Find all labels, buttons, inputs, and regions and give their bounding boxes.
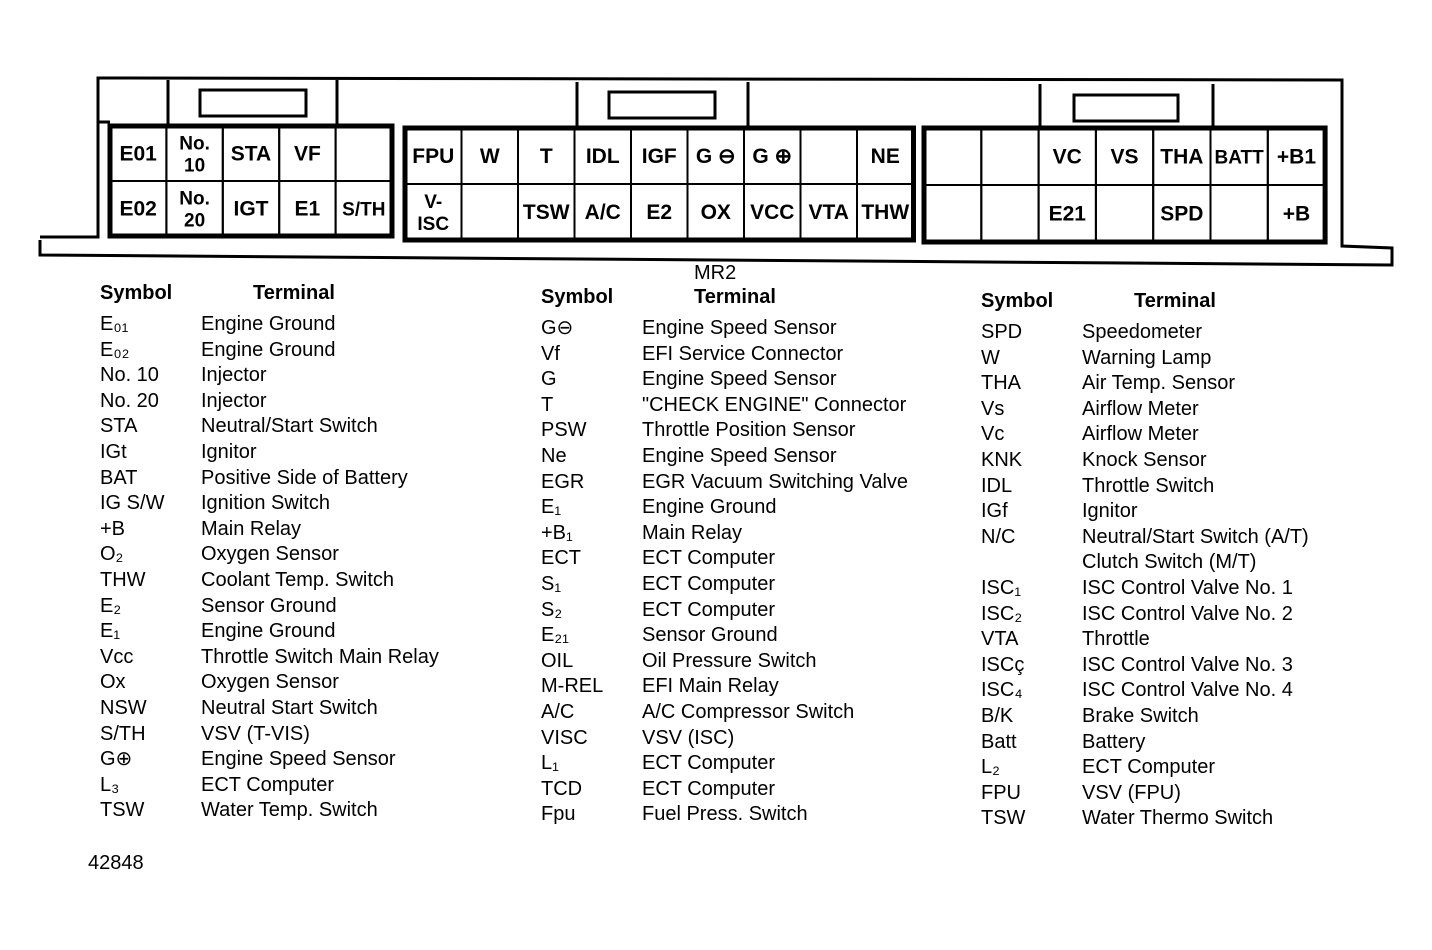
legend-terminal: ECT Computer [1082, 756, 1216, 779]
terminal-label: VTA [808, 201, 849, 224]
terminal-cell [462, 184, 519, 240]
terminal-label: +B [1282, 202, 1311, 226]
legend-terminal: Knock Sensor [1082, 449, 1207, 471]
terminal-label: T [539, 145, 553, 168]
legend-symbol: ISC₂ [981, 602, 1023, 625]
terminal-label: G ⊖ [695, 145, 736, 168]
terminal-label: OX [700, 201, 731, 224]
terminal-label: S/TH [342, 199, 386, 221]
terminal-label: TSW [522, 201, 570, 224]
legend-terminal: Ignitor [201, 441, 257, 463]
legend-terminal: Injector [201, 389, 267, 412]
legend-terminal: Warning Lamp [1082, 346, 1212, 369]
terminal-label: No. 20 [179, 188, 210, 232]
legend-symbol: E₀₁ [100, 313, 129, 335]
legend-symbol: E₁ [541, 496, 562, 519]
legend-terminal: ECT Computer [642, 547, 776, 570]
legend-symbol: L₃ [100, 773, 120, 796]
legend-terminal: Engine Ground [201, 338, 336, 361]
legend-terminal: Throttle Switch [1082, 474, 1215, 497]
legend-terminal: Throttle Switch Main Relay [201, 645, 439, 668]
legend-symbol: S₂ [541, 598, 563, 621]
terminal-header: Terminal [253, 282, 335, 304]
legend-symbol: Ne [541, 445, 567, 467]
legend-terminal: Sensor Ground [201, 594, 337, 617]
legend-terminal: Speedometer [1082, 321, 1203, 343]
legend-symbol: BAT [100, 466, 138, 489]
legend-symbol: ISCç [981, 653, 1025, 676]
terminal-label: E2 [646, 201, 673, 224]
legend-symbol: Vs [981, 397, 1005, 420]
terminal-blocks [110, 126, 1325, 242]
legend-terminal: EFI Service Connector [642, 342, 844, 365]
legend-symbol: S/TH [100, 722, 146, 745]
legend-symbol: A/C [541, 701, 575, 723]
middle-block [405, 128, 914, 240]
terminal-label: VF [293, 142, 321, 166]
legend-symbol: Batt [981, 730, 1017, 753]
terminal-label: A/C [584, 201, 621, 224]
legend-symbol: TSW [100, 799, 145, 822]
left-block [110, 126, 392, 236]
legend-terminal: Brake Switch [1082, 705, 1199, 727]
legend-symbol: E₂ [100, 594, 122, 617]
legend-terminal: Injector [201, 364, 267, 387]
legend-symbol: E₁ [100, 620, 121, 643]
figure-number: 42848 [88, 852, 144, 874]
legend-symbol: T [541, 393, 554, 416]
legend-symbol: PSW [541, 419, 587, 442]
terminal-label: IGF [641, 145, 677, 168]
legend-terminal: Fuel Press. Switch [642, 803, 808, 826]
legend-terminal: Airflow Meter [1082, 397, 1199, 420]
legend-symbol: OIL [541, 649, 574, 672]
legend-terminal: A/C Compressor Switch [642, 701, 855, 723]
terminal-label: NE [870, 145, 900, 168]
legend-terminal: ISC Control Valve No. 3 [1082, 653, 1293, 676]
legend-symbol: IGt [100, 441, 127, 463]
legend-symbol: O₂ [100, 543, 124, 566]
terminal-label: BATT [1214, 147, 1264, 169]
legend-terminal: ECT Computer [642, 573, 776, 595]
legend-terminal: Sensor Ground [642, 624, 778, 647]
legend-symbol: SPD [981, 321, 1023, 343]
legend-symbol: No. 10 [100, 364, 159, 387]
legend-terminal: Positive Side of Battery [201, 466, 408, 489]
terminal-label: SPD [1160, 202, 1204, 226]
terminal-label: STA [230, 142, 272, 166]
legend-terminal: Ignition Switch [201, 492, 330, 515]
latch-windows [200, 90, 1178, 121]
legend-symbol: E₀₂ [100, 338, 130, 361]
legend-terminal: Throttle [1082, 628, 1150, 651]
legend-symbol: TCD [541, 777, 583, 800]
legend-symbol: N/C [981, 525, 1016, 548]
legend-terminal: ECT Computer [642, 752, 776, 775]
legend-terminal: ISC Control Valve No. 2 [1082, 602, 1293, 625]
legend-terminal: Clutch Switch (M/T) [1082, 551, 1257, 574]
terminal-cell [336, 126, 392, 181]
terminal-label: VCC [750, 201, 795, 224]
terminal-label: VS [1110, 145, 1139, 169]
legend-symbol: STA [100, 415, 138, 438]
legend-terminal: Water Thermo Switch [1082, 807, 1274, 830]
legend-terminal: EFI Main Relay [642, 675, 779, 698]
legend-terminal: Engine Ground [201, 313, 336, 335]
legend-terminal: VSV (FPU) [1082, 781, 1181, 804]
legend-symbol: IDL [981, 474, 1013, 497]
legend-symbol: ISC₁ [981, 577, 1022, 599]
legend-symbol: G⊕ [100, 748, 133, 771]
legend-symbol: THA [981, 372, 1021, 395]
legend-terminal: Airflow Meter [1082, 423, 1199, 446]
terminal-label: +B1 [1276, 145, 1317, 169]
legend-terminal: Engine Speed Sensor [201, 748, 396, 771]
terminal-cell [924, 128, 981, 185]
legend-terminal: Neutral Start Switch [201, 697, 378, 719]
legend-terminal: Engine Speed Sensor [642, 368, 837, 391]
legend-terminal: ECT Computer [642, 777, 776, 800]
legend-symbol: No. 20 [100, 389, 159, 412]
terminal-label: IDL [585, 145, 620, 168]
terminal-label: E1 [294, 197, 321, 221]
legend-terminal: "CHECK ENGINE" Connector [642, 393, 907, 416]
terminal-label: THA [1160, 145, 1204, 169]
legend-symbol: Vc [981, 423, 1005, 446]
terminal-label: E02 [119, 197, 157, 221]
legend-terminal: Engine Speed Sensor [642, 445, 837, 467]
legend-terminal: Main Relay [642, 521, 743, 544]
legend-symbol: Vcc [100, 645, 134, 668]
legend-symbol: EGR [541, 470, 585, 493]
legend-symbol: W [981, 346, 1000, 369]
terminal-header: Terminal [694, 286, 776, 308]
terminal-label: IGT [233, 197, 269, 221]
terminal-cell [1096, 185, 1153, 242]
terminal-label: No. 10 [179, 133, 210, 177]
legend-symbol: THW [100, 569, 146, 591]
terminal-cell [981, 128, 1038, 185]
legend-terminal: Oxygen Sensor [201, 671, 339, 694]
terminal-cell [801, 128, 858, 184]
terminal-cell [981, 185, 1038, 242]
legend-terminal: Water Temp. Switch [201, 799, 378, 822]
legend-symbol: IGf [981, 500, 1008, 523]
terminal-label: VC [1052, 145, 1082, 169]
legend-symbol: Fpu [541, 803, 576, 826]
terminal-header: Terminal [1134, 290, 1216, 312]
legend-symbol: Ox [100, 671, 126, 694]
legend-symbol: B/K [981, 705, 1014, 727]
terminal-label: E01 [119, 142, 157, 166]
legend-symbol: G [541, 368, 557, 391]
symbol-header: Symbol [981, 290, 1054, 312]
terminal-label: FPU [412, 145, 455, 168]
legend-terminal: VSV (T-VIS) [201, 722, 310, 745]
legend-terminal: Oil Pressure Switch [642, 649, 817, 672]
legend-symbol: VTA [981, 628, 1019, 651]
legend-symbol: VISC [541, 726, 588, 749]
terminal-cell [924, 185, 981, 242]
legend-terminal: Ignitor [1082, 500, 1138, 523]
legend-terminal: Main Relay [201, 517, 302, 540]
right-block [924, 128, 1325, 242]
legend-symbol: L₂ [981, 756, 1000, 779]
terminal-label: G ⊕ [752, 145, 793, 168]
legend-symbol: FPU [981, 781, 1021, 804]
legend-terminal: Neutral/Start Switch (A/T) [1082, 525, 1309, 548]
legend-terminal: Throttle Position Sensor [642, 419, 856, 442]
terminal-cell [1211, 185, 1268, 242]
legend-terminal: Neutral/Start Switch [201, 415, 378, 438]
legend-symbol: +B [100, 517, 126, 540]
terminal-label: V-ISC [417, 192, 450, 235]
legend-terminal: Engine Ground [201, 620, 336, 643]
legend-terminal: ISC Control Valve No. 4 [1082, 679, 1293, 702]
legend-terminal: Engine Speed Sensor [642, 317, 837, 339]
terminal-label: W [479, 145, 500, 168]
legend-symbol: Vf [541, 342, 560, 365]
legend-symbol: KNK [981, 449, 1023, 471]
terminal-label: THW [861, 201, 910, 224]
legend-terminal: ECT Computer [642, 598, 776, 621]
legend-symbol: +B₁ [541, 521, 573, 544]
legend-symbol: S₁ [541, 573, 562, 595]
legend-symbol: TSW [981, 807, 1026, 830]
legend-symbol: M-REL [541, 675, 604, 698]
ecu-connector-diagram [0, 0, 1432, 270]
legend-symbol: IG S/W [100, 492, 165, 515]
legend-terminal: VSV (ISC) [642, 726, 735, 749]
legend-symbol: L₁ [541, 752, 559, 775]
legend-symbol: ECT [541, 547, 581, 570]
legend-symbol: ISC₄ [981, 679, 1023, 702]
legend-symbol: E₂₁ [541, 624, 569, 647]
legend-terminal: ECT Computer [201, 773, 335, 796]
legend-terminal: EGR Vacuum Switching Valve [642, 470, 909, 493]
legend-terminal: Engine Ground [642, 496, 777, 519]
legend-symbol: G⊖ [541, 317, 574, 339]
legend-terminal: ISC Control Valve No. 1 [1082, 577, 1293, 599]
symbol-header: Symbol [100, 282, 173, 304]
symbol-header: Symbol [541, 286, 614, 308]
legend-terminal: Coolant Temp. Switch [201, 569, 395, 591]
legend-terminal: Battery [1082, 730, 1146, 753]
legend-terminal: Air Temp. Sensor [1082, 372, 1236, 395]
terminal-label: E21 [1048, 202, 1086, 226]
legend-terminal: Oxygen Sensor [201, 543, 339, 566]
model-label: MR2 [694, 262, 737, 284]
legend-symbol: NSW [100, 697, 147, 719]
